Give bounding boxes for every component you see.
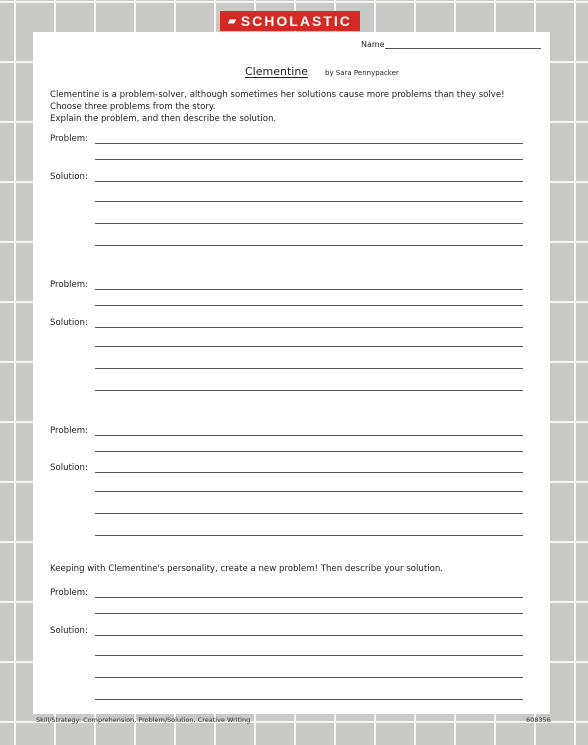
worksheet-title: Clementine — [245, 65, 309, 78]
worksheet-page — [33, 32, 550, 714]
solution-line[interactable] — [95, 513, 523, 514]
solution-line[interactable] — [95, 535, 523, 536]
worksheet-code: 608356 — [526, 716, 551, 724]
logo-text: SCHOLASTIC — [240, 13, 352, 29]
solution-line[interactable] — [95, 245, 523, 246]
problem-label-2: Problem: — [50, 280, 89, 290]
solution-label-4: Solution: — [50, 626, 88, 636]
problem-line[interactable] — [95, 305, 523, 306]
solution-line[interactable] — [95, 472, 523, 473]
problem-line[interactable] — [95, 597, 523, 598]
problem-line[interactable] — [95, 451, 523, 452]
new-problem-prompt: Keeping with Clementine's personality, create a new problem! Then describe your solution. — [50, 564, 444, 574]
solution-line[interactable] — [95, 491, 523, 492]
solution-line[interactable] — [95, 635, 523, 636]
problem-label-1: Problem: — [50, 134, 89, 144]
solution-line[interactable] — [95, 181, 523, 182]
skill-strategy-footer: Skill/Strategy: Comprehension, Problem/Solution, Creative Writing — [36, 716, 251, 724]
problem-line[interactable] — [95, 613, 523, 614]
solution-line[interactable] — [95, 368, 523, 369]
problem-label-4: Problem: — [50, 588, 89, 598]
solution-line[interactable] — [95, 346, 523, 347]
problem-line[interactable] — [95, 159, 523, 160]
name-field[interactable] — [385, 48, 541, 49]
solution-label-2: Solution: — [50, 318, 88, 328]
instruction-line-1: Clementine is a problem-solver, although sometimes her solutions cause more problems than they solve! — [50, 90, 505, 100]
solution-line[interactable] — [95, 201, 523, 202]
problem-line[interactable] — [95, 289, 523, 290]
name-label: Name — [361, 40, 385, 49]
problem-label-3: Problem: — [50, 426, 89, 436]
solution-line[interactable] — [95, 223, 523, 224]
problem-line[interactable] — [95, 143, 523, 144]
author-byline: by Sara Pennypacker — [325, 69, 399, 77]
instruction-line-3: Explain the problem, and then describe the solution. — [50, 114, 277, 124]
scholastic-logo — [220, 11, 360, 31]
problem-line[interactable] — [95, 435, 523, 436]
solution-label-3: Solution: — [50, 463, 88, 473]
solution-line[interactable] — [95, 390, 523, 391]
book-icon: ▰ — [228, 15, 238, 27]
solution-line[interactable] — [95, 327, 523, 328]
solution-label-1: Solution: — [50, 172, 88, 182]
solution-line[interactable] — [95, 677, 523, 678]
solution-line[interactable] — [95, 699, 523, 700]
instruction-line-2: Choose three problems from the story. — [50, 102, 216, 112]
solution-line[interactable] — [95, 655, 523, 656]
